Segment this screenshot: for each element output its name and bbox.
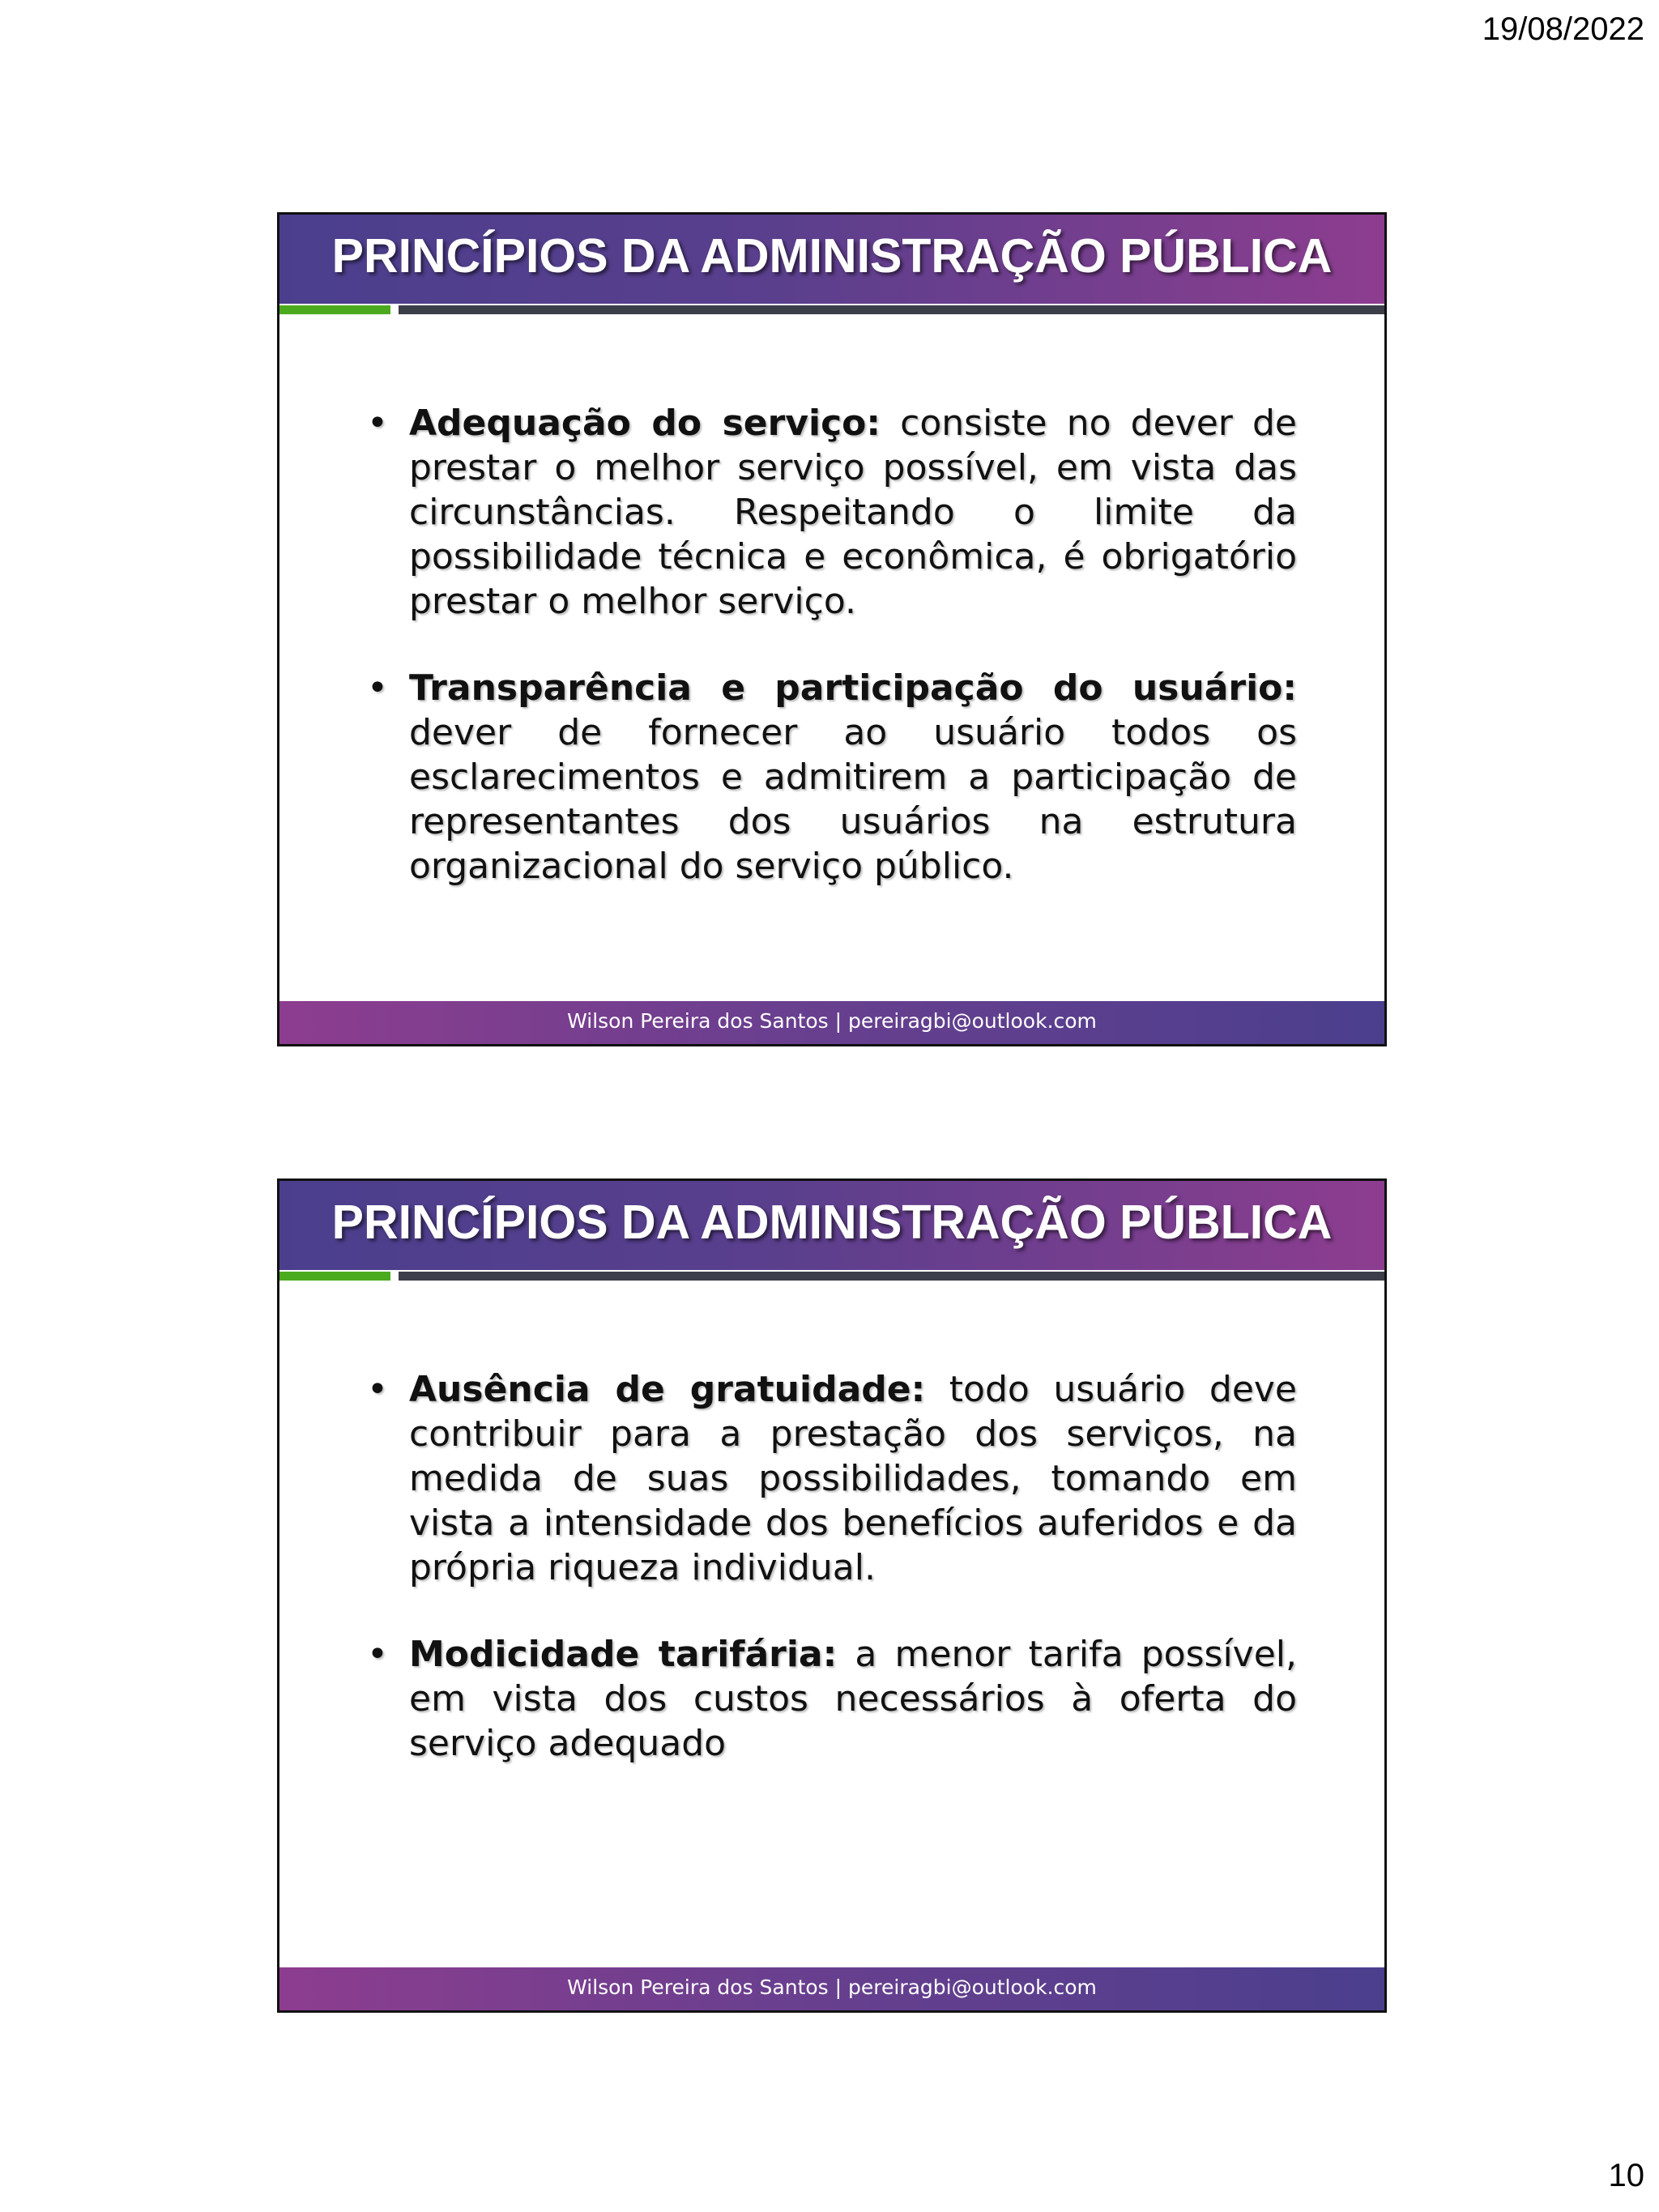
bullet-text: dever de fornecer ao usuário todos os esclarecimentos e admitirem a participação de representantes dos usuários na estrutura organizacional do serviço público. bbox=[409, 712, 1297, 887]
page-date: 19/08/2022 bbox=[1482, 11, 1644, 47]
page-number: 10 bbox=[1608, 2158, 1644, 2193]
bullet-dot-icon: • bbox=[367, 1634, 388, 1675]
slide-body bbox=[367, 1367, 1297, 1808]
bullet-item bbox=[367, 1632, 1297, 1766]
slide-header bbox=[279, 1181, 1384, 1270]
bullet-term: Ausência de gratuidade: bbox=[409, 1369, 926, 1410]
slide-2 bbox=[277, 1178, 1387, 2013]
bullet-item bbox=[367, 666, 1297, 889]
bullet-term: Modicidade tarifária: bbox=[409, 1634, 838, 1675]
slide-footer bbox=[279, 1001, 1384, 1044]
slide-footer bbox=[279, 1967, 1384, 2010]
accent-bar-dark bbox=[399, 305, 1384, 314]
bullet-term: Transparência e participação do usuário: bbox=[409, 667, 1297, 709]
accent-bar-green bbox=[279, 1272, 390, 1281]
bullet-text: consiste no dever de prestar o melhor serviço possível, em vista das circunstâncias. Respeitando o limite da possibilidade técnica e econômica, é obrigatório prestar o melhor serviço. bbox=[409, 403, 1297, 622]
slide-1 bbox=[277, 212, 1387, 1046]
bullet-item bbox=[367, 1367, 1297, 1590]
footer-text: Wilson Pereira dos Santos | pereiragbi@outlook.com bbox=[567, 1975, 1097, 1999]
bullet-item bbox=[367, 401, 1297, 624]
bullet-dot-icon: • bbox=[367, 1369, 388, 1410]
slide-title: PRINCÍPIOS DA ADMINISTRAÇÃO PÚBLICA bbox=[331, 229, 1333, 283]
slide-body bbox=[367, 401, 1297, 931]
bullet-text: a menor tarifa possível, em vista dos custos necessários à oferta do serviço adequado bbox=[409, 1634, 1297, 1764]
footer-text: Wilson Pereira dos Santos | pereiragbi@outlook.com bbox=[567, 1009, 1097, 1033]
bullet-term: Adequação do serviço: bbox=[409, 403, 881, 444]
slide-header bbox=[279, 215, 1384, 304]
accent-bar-green bbox=[279, 305, 390, 314]
bullet-text: todo usuário deve contribuir para a prestação dos serviços, na medida de suas possibilidades, tomando em vista a intensidade dos benefícios auferidos e da própria riqueza individual. bbox=[409, 1369, 1298, 1588]
accent-bar-dark bbox=[399, 1272, 1384, 1281]
slide-title: PRINCÍPIOS DA ADMINISTRAÇÃO PÚBLICA bbox=[331, 1196, 1333, 1249]
bullet-dot-icon: • bbox=[367, 403, 388, 444]
bullet-dot-icon: • bbox=[367, 667, 388, 709]
